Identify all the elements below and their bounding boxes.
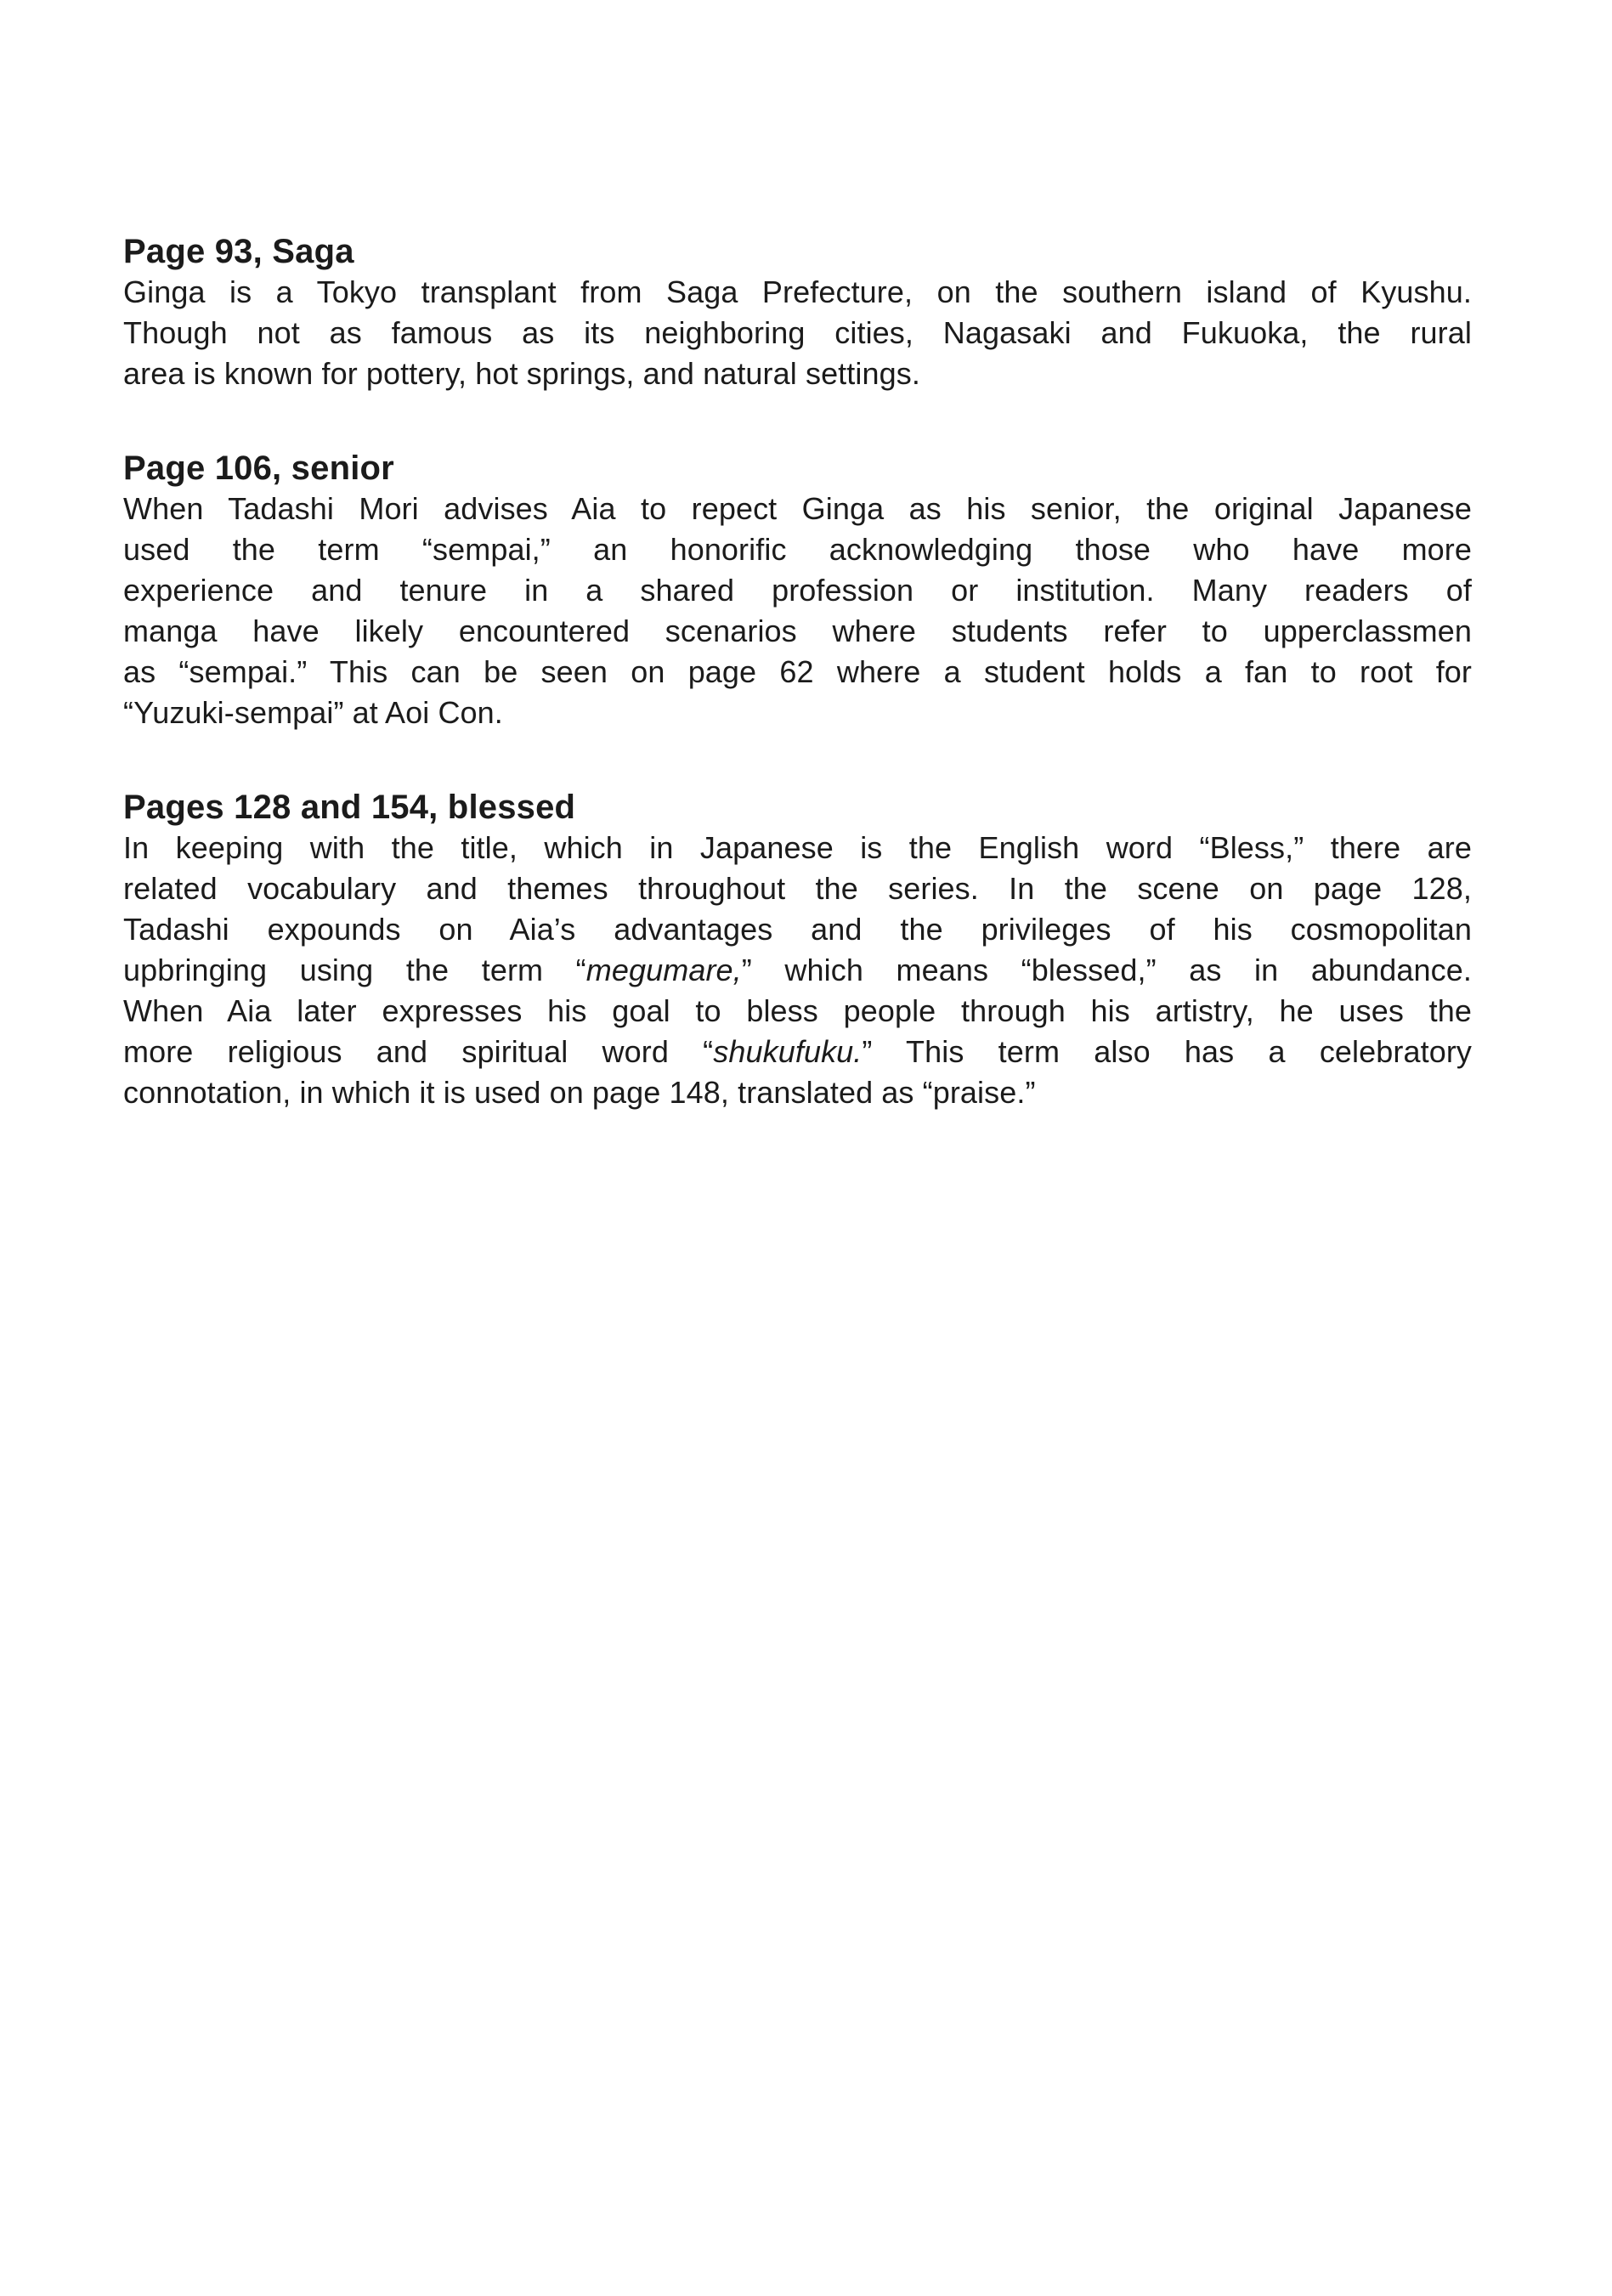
text-segment: as “sempai.” This can be seen on page 62 where a student holds a fan to root for [123,654,1472,689]
section-paragraph [123,489,1472,733]
text-segment: experience and tenure in a shared profession or institution. Many readers of [123,573,1472,608]
text-segment: upbringing using the term “ [123,953,586,987]
paragraph-line [123,909,1472,950]
text-segment: Though not as famous as its neighboring cities, Nagasaki and Fukuoka, the rural [123,315,1472,350]
note-section-page-93 [123,231,1472,394]
section-paragraph [123,828,1472,1113]
text-segment: manga have likely encountered scenarios where students refer to upperclassmen [123,614,1472,648]
paragraph-line [123,1072,1472,1113]
section-paragraph [123,272,1472,394]
text-segment: ” which means “blessed,” as in abundance. [741,953,1472,987]
section-heading: Page 93, Saga [123,233,354,270]
text-segment: more religious and spiritual word “ [123,1034,714,1069]
paragraph-line [123,950,1472,991]
paragraph-line [123,868,1472,909]
text-segment: ” This term also has a celebratory [862,1034,1473,1069]
text-segment: When Aia later expresses his goal to bless people through his artistry, he uses the [123,993,1472,1028]
paragraph-line [123,828,1472,868]
note-section-page-106 [123,448,1472,733]
paragraph-line [123,611,1472,652]
translation-notes [123,231,1472,1113]
text-segment: “Yuzuki-sempai” at Aoi Con. [123,695,503,730]
text-segment: connotation, in which it is used on page 148, translated as “praise.” [123,1075,1036,1110]
paragraph-line [123,1032,1472,1072]
text-segment: Tadashi expounds on Aia’s advantages and the privileges of his cosmopolitan [123,912,1472,947]
note-section-pages-128-154 [123,787,1472,1113]
text-segment: Ginga is a Tokyo transplant from Saga Prefecture, on the southern island of Kyushu. [123,274,1472,309]
text-segment: used the term “sempai,” an honorific acknowledging those who have more [123,532,1472,567]
text-segment: related vocabulary and themes throughout the series. In the scene on page 128, [123,871,1472,906]
paragraph-line [123,693,1472,733]
italic-term: megumare, [585,953,742,987]
paragraph-line [123,991,1472,1032]
text-segment: area is known for pottery, hot springs, and natural settings. [123,356,920,391]
paragraph-line [123,529,1472,570]
text-segment: When Tadashi Mori advises Aia to repect Ginga as his senior, the original Japanese [123,491,1472,526]
section-heading: Page 106, senior [123,450,394,487]
paragraph-line [123,489,1472,529]
paragraph-line [123,570,1472,611]
italic-term: shukufuku. [713,1034,863,1069]
paragraph-line [123,652,1472,693]
paragraph-line [123,313,1472,353]
paragraph-line [123,272,1472,313]
section-heading: Pages 128 and 154, blessed [123,789,576,826]
text-segment: In keeping with the title, which in Japanese is the English word “Bless,” there are [123,830,1472,865]
paragraph-line [123,353,1472,394]
